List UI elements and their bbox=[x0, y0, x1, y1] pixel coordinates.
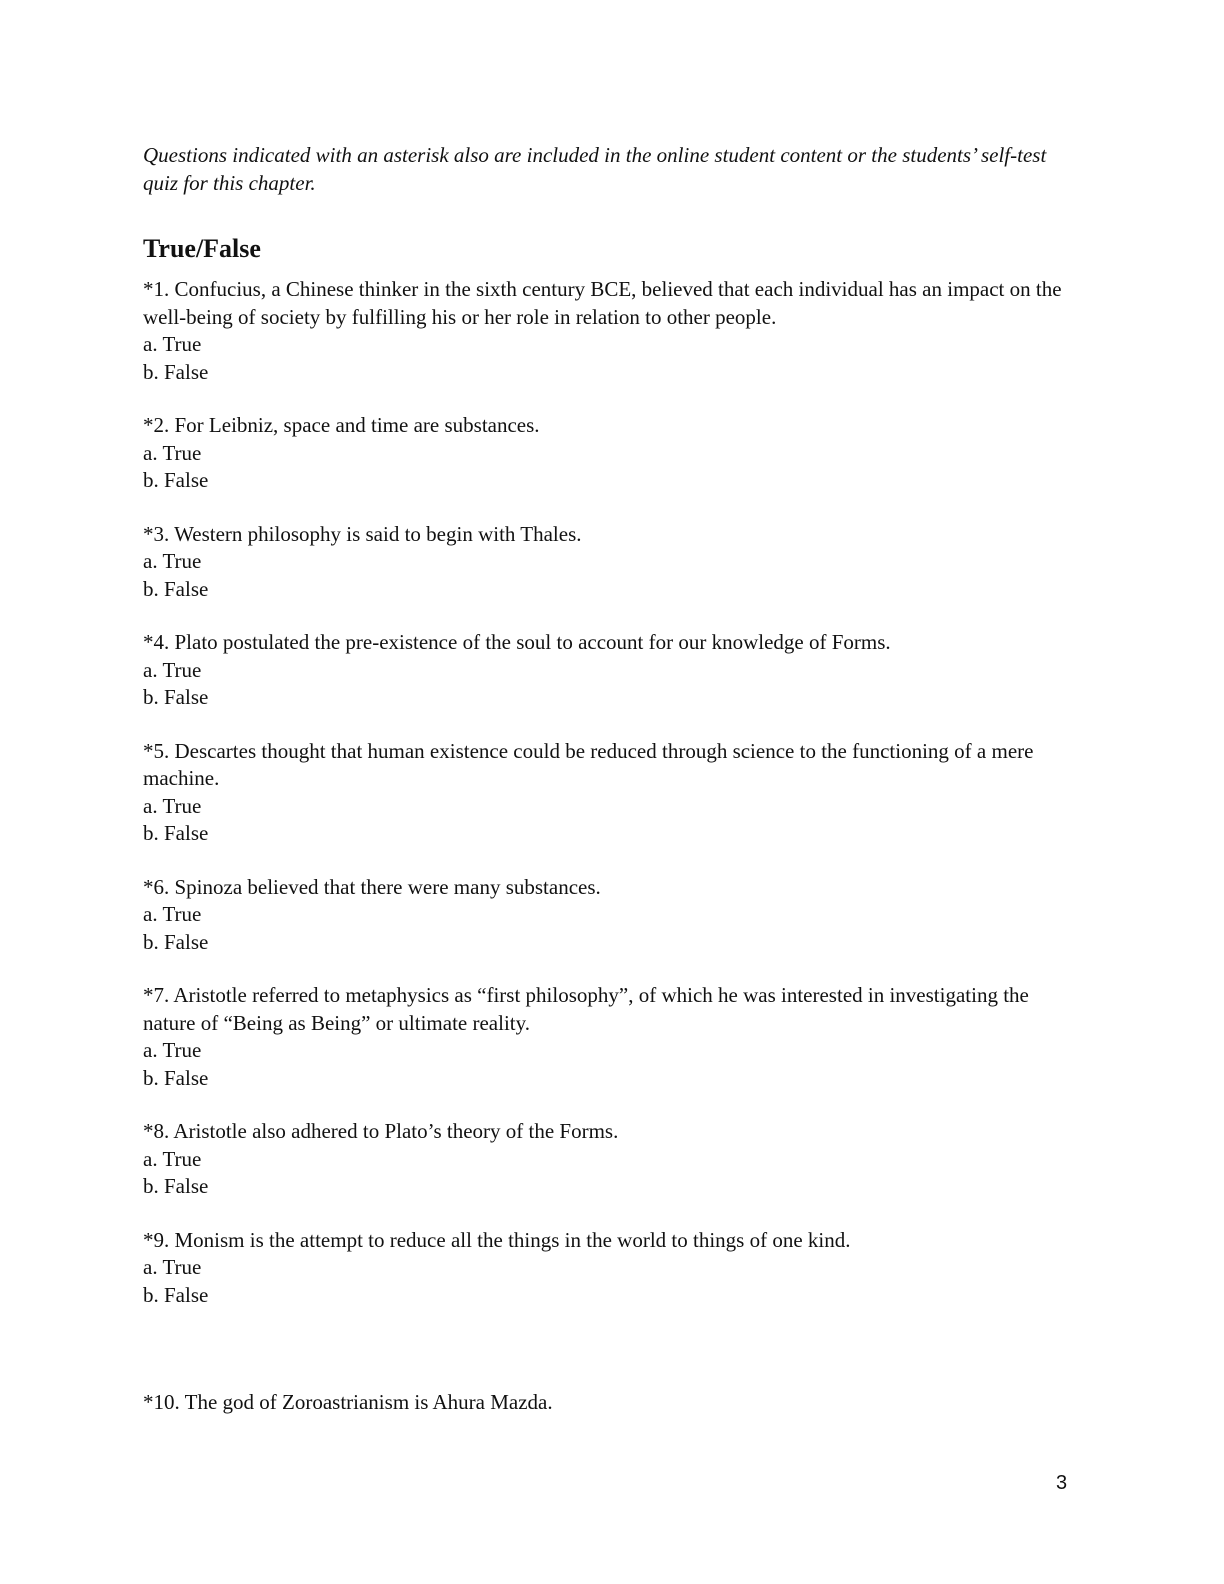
section-title: True/False bbox=[143, 234, 261, 263]
question-list bbox=[143, 276, 1073, 1417]
question-9 bbox=[143, 1227, 1073, 1310]
option-true: a. True bbox=[143, 793, 202, 818]
question-stem: *2. For Leibniz, space and time are substances. bbox=[143, 413, 540, 437]
option-true: a. True bbox=[143, 657, 202, 682]
option-true: a. True bbox=[143, 1146, 202, 1171]
option-false: b. False bbox=[143, 1282, 209, 1307]
option-false: b. False bbox=[143, 929, 209, 954]
question-7 bbox=[143, 982, 1073, 1092]
option-true: a. True bbox=[143, 440, 202, 465]
option-true: a. True bbox=[143, 332, 202, 356]
question-stem: *4. Plato postulated the pre-existence of the soul to account for our knowledge of Forms. bbox=[143, 630, 891, 654]
option-false: b. False bbox=[143, 359, 209, 384]
question-stem: *8. Aristotle also adhered to Plato’s theory of the Forms. bbox=[143, 1119, 619, 1143]
question-1 bbox=[143, 276, 1073, 386]
option-true: a. True bbox=[143, 549, 202, 573]
question-stem: *6. Spinoza believed that there were many substances. bbox=[143, 874, 601, 899]
question-stem: *5. Descartes thought that human existence could be reduced through science to the functioning of a mere machine. bbox=[143, 738, 1034, 790]
question-2 bbox=[143, 412, 1073, 495]
option-false: b. False bbox=[143, 468, 209, 492]
question-6 bbox=[143, 874, 1073, 957]
intro-note: Questions indicated with an asterisk also are included in the online student content or the students’ self-test quiz for this chapter. bbox=[143, 143, 1047, 195]
question-stem: *3. Western philosophy is said to begin with Thales. bbox=[143, 521, 582, 546]
option-false: b. False bbox=[143, 576, 209, 601]
question-stem: *1. Confucius, a Chinese thinker in the sixth century BCE, believed that each individual has an impact on the well-being of society by fulfilling his or her role in relation to other people. bbox=[143, 277, 1062, 329]
question-5 bbox=[143, 738, 1073, 848]
question-8 bbox=[143, 1118, 1073, 1201]
question-stem: *9. Monism is the attempt to reduce all the things in the world to things of one kind. bbox=[143, 1227, 851, 1252]
page-number: 3 bbox=[1056, 1472, 1068, 1494]
question-10 bbox=[143, 1389, 1073, 1417]
option-false: b. False bbox=[143, 821, 209, 845]
document-page bbox=[143, 141, 1073, 1443]
question-3 bbox=[143, 521, 1073, 604]
option-false: b. False bbox=[143, 685, 209, 709]
question-stem: *10. The god of Zoroastrianism is Ahura Mazda. bbox=[143, 1390, 553, 1414]
option-true: a. True bbox=[143, 1255, 202, 1279]
option-false: b. False bbox=[143, 1174, 209, 1198]
option-true: a. True bbox=[143, 902, 202, 926]
question-stem: *7. Aristotle referred to metaphysics as “first philosophy”, of which he was interested in investigating the nature of “Being as Being” or ultimate reality. bbox=[143, 983, 1029, 1035]
question-4 bbox=[143, 629, 1073, 712]
option-false: b. False bbox=[143, 1065, 209, 1090]
option-true: a. True bbox=[143, 1038, 202, 1062]
